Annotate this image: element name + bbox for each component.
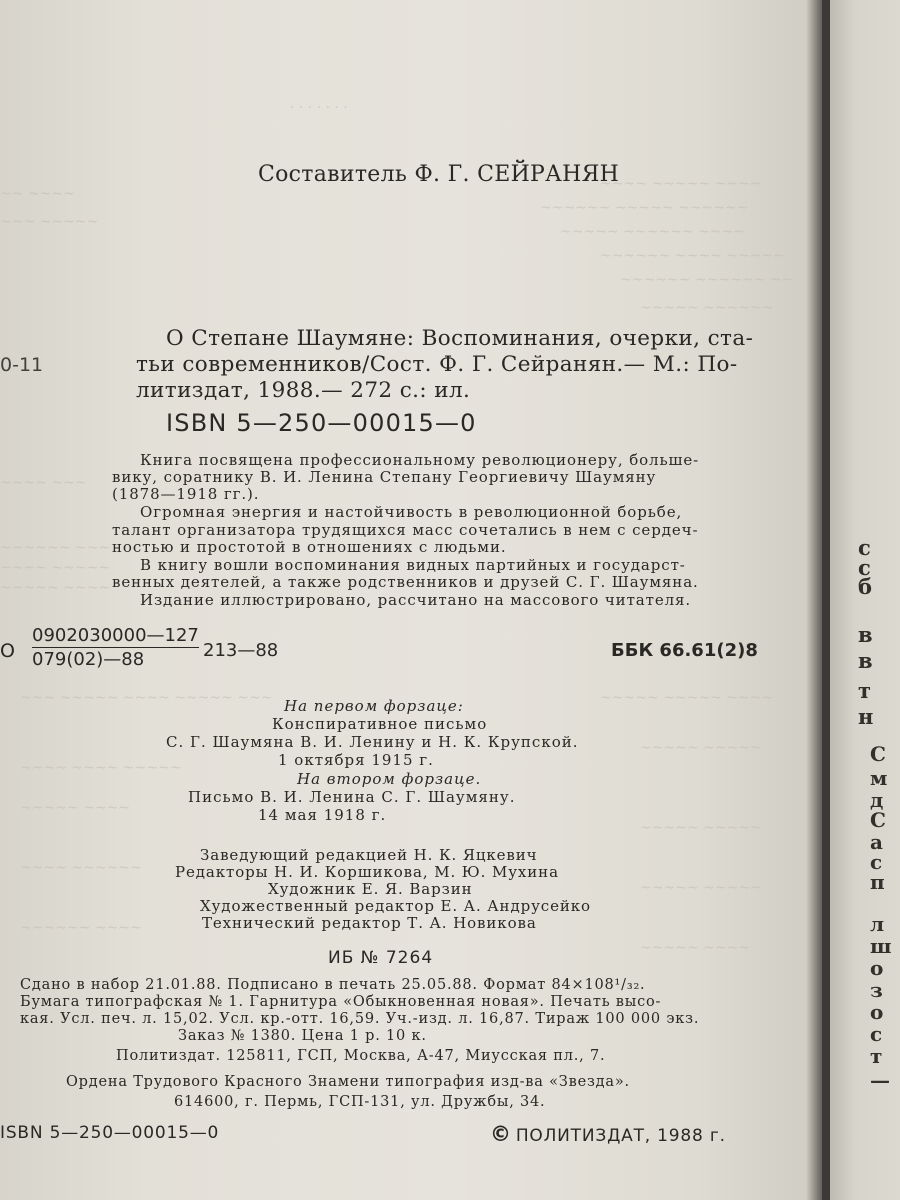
next-page-glyph: б bbox=[858, 574, 873, 599]
annotation-line: венных деятелей, а также родственников и друзей С. Г. Шаумяна. bbox=[112, 573, 699, 591]
next-page-glyph: с bbox=[870, 850, 883, 874]
annotation-line: Огромная энергия и настойчивость в революционной борьбе, bbox=[140, 503, 683, 521]
next-page-glyph: с bbox=[858, 535, 871, 560]
isbn: ISBN 5—250—00015—0 bbox=[166, 409, 477, 437]
staff-line: Заведующий редакцией Н. К. Яцкевич bbox=[200, 846, 538, 864]
flyleaf-line: На первом форзаце: bbox=[284, 697, 464, 715]
flyleaf-line: На втором форзаце. bbox=[297, 770, 482, 788]
classification-letter: О bbox=[0, 640, 15, 662]
annotation-line: талант организатора трудящихся масс сочетались в нем с сердеч- bbox=[112, 521, 699, 539]
copyright-icon: © bbox=[490, 1122, 512, 1146]
biblio-line: литиздат, 1988.— 272 с.: ил. bbox=[136, 378, 471, 403]
print-info-line: Бумага типографская № 1. Гарнитура «Обыкновенная новая». Печать высо- bbox=[20, 994, 662, 1010]
footer-isbn: ISBN 5—250—00015—0 bbox=[0, 1123, 220, 1143]
annotation-line: В книгу вошли воспоминания видных партийных и государст- bbox=[140, 556, 686, 574]
next-page-glyph: о bbox=[870, 1000, 884, 1024]
staff-line: Художник Е. Я. Варзин bbox=[268, 880, 473, 898]
print-info-line: Сдано в набор 21.01.88. Подписано в печать 25.05.88. Формат 84×108¹/₃₂. bbox=[20, 977, 646, 993]
print-info-line: кая. Усл. печ. л. 15,02. Усл. кр.-отт. 16,59. Уч.-изд. л. 16,87. Тираж 100 000 экз. bbox=[20, 1011, 700, 1027]
annotation-line: (1878—1918 гг.). bbox=[112, 485, 260, 503]
flyleaf-line: 14 мая 1918 г. bbox=[258, 806, 387, 824]
next-page-glyph: о bbox=[870, 956, 884, 980]
print-info-line: Политиздат. 125811, ГСП, Москва, А-47, Миусская пл., 7. bbox=[116, 1048, 606, 1064]
print-info-line: Заказ № 1380. Цена 1 р. 10 к. bbox=[178, 1028, 427, 1044]
flyleaf-line: С. Г. Шаумяна В. И. Ленину и Н. К. Крупской. bbox=[166, 733, 579, 751]
next-page-glyph: з bbox=[870, 978, 883, 1002]
copyright-text: ПОЛИТИЗДАТ, 1988 г. bbox=[515, 1126, 726, 1146]
flyleaf-line: Конспиративное письмо bbox=[272, 715, 488, 733]
side-code: 0-11 bbox=[0, 354, 44, 376]
next-page-glyph: ш bbox=[870, 934, 892, 958]
classification-tail: 213—88 bbox=[203, 640, 279, 661]
print-info-line: 614600, г. Пермь, ГСП-131, ул. Дружбы, 34. bbox=[174, 1094, 546, 1110]
fraction-numerator: 0902030000—127 bbox=[32, 625, 199, 646]
next-page-glyph: в bbox=[858, 622, 873, 647]
bleed-through-texture: · · · · · · · ~~~~ ~~~~~ ~~~~ ~~~~~~ ~~~~~ ~~~~~~ ~~~~~ ~~~~~~ ~~~~ ~~~~~~ ~~~~ ~~~~~ ~~~~~~ ~~~~~~ ~~ ~~~~~ ~~~~~~ ~~ ~~~~ ~~~ ~~~~~ ~~~~ ~~~ ~~~~~~ ~~~ ~~~~ ~~~~~ ~~~~~ ~~~~ ~~~ ~~~~~ ~~~~ ~~~~~ ~~~ ~~~~~ ~~~~~ ~~~~ ~~~~~ ~~~~~ ~~~~ ~~~~ ~~~~~ ~~~~~ ~~~~ ~~~~~ ~~~~~ ~~~~ ~~~~~~ ~~~~~ ~~~~~ ~~~~~~ ~~~~ ~~~~~ ~~~~ bbox=[0, 100, 794, 956]
next-page-dash: — bbox=[870, 1068, 890, 1092]
print-info-line: Ордена Трудового Красного Знамени типография изд-ва «Звезда». bbox=[66, 1074, 630, 1090]
next-page-glyph: С bbox=[870, 808, 886, 832]
next-page-glyph: а bbox=[870, 830, 883, 854]
copyright-line bbox=[490, 1122, 726, 1146]
annotation-line: Книга посвящена профессиональному революционеру, больше- bbox=[140, 451, 700, 469]
staff-line: Редакторы Н. И. Коршикова, М. Ю. Мухина bbox=[175, 863, 559, 881]
next-page-glyph: л bbox=[870, 912, 885, 936]
classification-fraction bbox=[32, 625, 199, 670]
ib-number: ИБ № 7264 bbox=[328, 948, 434, 968]
biblio-line: тьи современников/Сост. Ф. Г. Сейранян.— М.: По- bbox=[136, 352, 738, 377]
next-page-glyph: в bbox=[858, 648, 873, 673]
next-page-glyph: п bbox=[870, 870, 885, 894]
next-page-edge bbox=[830, 0, 900, 1200]
book-spine-shadow bbox=[806, 0, 830, 1200]
flyleaf-line: Письмо В. И. Ленина С. Г. Шаумяну. bbox=[188, 788, 516, 806]
next-page-glyph: С bbox=[870, 742, 886, 766]
annotation-line: вику, соратнику В. И. Ленина Степану Георгиевичу Шаумяну bbox=[112, 468, 657, 486]
next-page-glyph: м bbox=[870, 766, 888, 790]
staff-line: Художественный редактор Е. А. Андрусейко bbox=[200, 897, 591, 915]
next-page-glyph: с bbox=[858, 555, 871, 580]
fraction-denominator: 079(02)—88 bbox=[32, 649, 145, 670]
annotation-line: ностью и простотой в отношениях с людьми. bbox=[112, 538, 507, 556]
flyleaf-line: 1 октября 1915 г. bbox=[278, 751, 434, 769]
next-page-glyph: н bbox=[858, 704, 874, 729]
next-page-glyph: с bbox=[870, 1022, 883, 1046]
biblio-line: О Степане Шаумяне: Воспоминания, очерки, ста- bbox=[166, 326, 754, 351]
compiler-line: Составитель Ф. Г. СЕЙРАНЯН bbox=[258, 162, 620, 187]
bbk-code: ББК 66.61(2)8 bbox=[611, 640, 758, 661]
bibliographic-description bbox=[136, 326, 767, 404]
annotation-line: Издание иллюстрировано, рассчитано на массового читателя. bbox=[140, 591, 692, 609]
next-page-glyph: д bbox=[870, 788, 884, 812]
next-page-glyph: т bbox=[870, 1044, 883, 1068]
staff-line: Технический редактор Т. А. Новикова bbox=[202, 914, 537, 932]
next-page-glyph: т bbox=[858, 678, 872, 703]
